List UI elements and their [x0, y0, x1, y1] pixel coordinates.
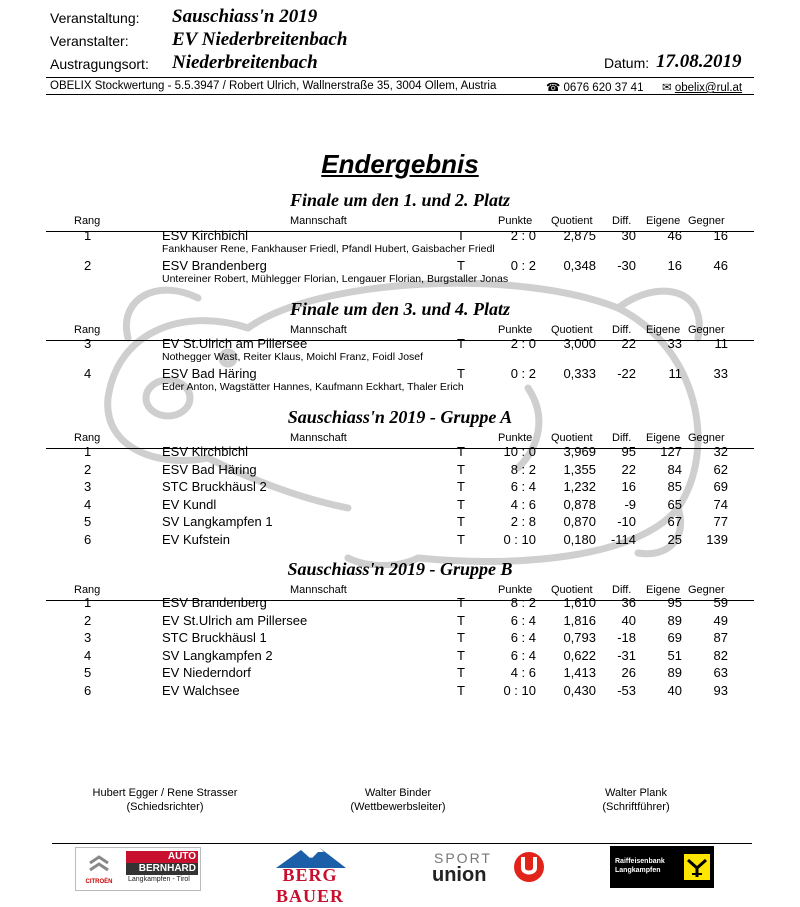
points: 10 : 0: [503, 444, 536, 459]
section-title: Sauschiass'n 2019 - Gruppe A: [287, 407, 513, 427]
table-row: [0, 532, 800, 549]
difference: -9: [624, 496, 636, 512]
own-score: 46: [667, 228, 682, 243]
t-marker: T: [457, 514, 465, 529]
sponsor-auto-bernhard: [75, 847, 201, 891]
points: 8 : 2: [510, 595, 536, 610]
team-name: ESV Bad Häring: [162, 461, 257, 477]
opponent-score: 82: [713, 647, 728, 663]
own-score: 33: [667, 336, 682, 351]
team-name: STC Bruckhäusl 2: [162, 479, 267, 494]
own-score: 69: [667, 630, 682, 645]
opponent-score: 32: [713, 444, 728, 459]
difference: 22: [621, 461, 636, 477]
t-marker: T: [457, 336, 465, 351]
signature-role: (Schiedsrichter): [126, 801, 204, 813]
team-name: EV St.Ulrich am Pillersee: [162, 612, 308, 628]
quotient: 1,816: [563, 612, 596, 628]
t-marker: T: [457, 647, 465, 663]
quotient: 1,355: [563, 461, 596, 477]
col-quotient: Quotient: [551, 432, 593, 444]
col-punkte: Punkte: [498, 432, 533, 444]
date-label: Datum:: [604, 55, 650, 71]
rank: 2: [84, 612, 92, 628]
sponsor-berg-bauer: [246, 846, 374, 906]
col-rang: Rang: [74, 584, 101, 596]
own-score: 16: [667, 258, 682, 273]
page-title: Endergebnis: [321, 149, 479, 179]
email-link[interactable]: obelix@rul.at: [674, 82, 743, 94]
opponent-score: 59: [713, 595, 728, 610]
event-label: Veranstaltung:: [50, 10, 140, 26]
citroen-logo-icon: [82, 854, 116, 885]
points: 8 : 2: [510, 461, 536, 477]
t-marker: T: [457, 595, 465, 610]
signature-competition-lead: [318, 786, 478, 814]
info-line: OBELIX Stockwertung - 5.5.3947 / Robert Ulrich, Wallnerstraße 35, 3004 Ollem, Austria: [50, 80, 497, 92]
col-punkte: Punkte: [498, 324, 533, 336]
col-mannschaft: Mannschaft: [290, 215, 347, 227]
rank: 1: [84, 444, 92, 459]
opponent-score: 69: [713, 479, 728, 494]
quotient: 0,878: [563, 496, 596, 512]
quotient: 0,870: [563, 514, 596, 529]
signature-name: Hubert Egger / Rene Strasser: [92, 787, 238, 799]
team-name: ESV Kirchbichl: [162, 444, 248, 459]
rank: 4: [84, 496, 92, 512]
team-name: ESV Brandenberg: [162, 258, 267, 273]
difference: 16: [621, 479, 636, 494]
own-score: 65: [667, 496, 682, 512]
t-marker: T: [457, 258, 465, 273]
own-score: 51: [667, 647, 682, 663]
berg-bauer-text: BERG BAUER: [275, 865, 344, 906]
opponent-score: 74: [713, 496, 728, 512]
sponsor-raiffeisen: [610, 846, 714, 888]
team-name: ESV Brandenberg: [162, 595, 267, 610]
col-mannschaft: Mannschaft: [290, 324, 347, 336]
t-marker: T: [457, 461, 465, 477]
col-diff: Diff.: [612, 432, 632, 444]
opponent-score: 139: [706, 531, 728, 547]
rank: 4: [84, 366, 92, 381]
points: 6 : 4: [510, 630, 536, 645]
organizer-label: Veranstalter:: [50, 33, 129, 49]
rank: 1: [84, 228, 92, 243]
citroen-chevrons-icon: [88, 854, 110, 874]
difference: 30: [621, 228, 636, 243]
col-eigene: Eigene: [646, 215, 681, 227]
team-name: ESV Bad Häring: [162, 366, 257, 381]
col-mannschaft: Mannschaft: [290, 584, 347, 596]
col-punkte: Punkte: [498, 584, 533, 596]
rank: 5: [84, 665, 92, 680]
difference: -31: [617, 647, 636, 663]
quotient: 0,793: [563, 630, 596, 645]
difference: 26: [621, 665, 636, 680]
raiffeisen-gable-cross-icon: [684, 854, 710, 880]
t-marker: T: [457, 366, 465, 381]
sport-text: SPORT: [434, 850, 492, 866]
t-marker: T: [457, 444, 465, 459]
quotient: 0,333: [563, 366, 596, 381]
organizer-value: EV Niederbreitenbach: [172, 29, 348, 50]
points: 0 : 2: [510, 366, 536, 381]
quotient: 1,232: [563, 479, 596, 494]
signature-role: (Schriftführer): [602, 801, 670, 813]
difference: -18: [617, 630, 636, 645]
col-gegner: Gegner: [688, 324, 725, 336]
quotient: 0,622: [563, 647, 596, 663]
own-score: 89: [667, 612, 682, 628]
col-diff: Diff.: [612, 324, 632, 336]
opponent-score: 46: [713, 258, 728, 273]
venue-value: Niederbreitenbach: [172, 52, 318, 73]
union-text: union: [432, 864, 487, 886]
signature-secretary: [566, 786, 706, 814]
rank: 3: [84, 336, 92, 351]
own-score: 95: [667, 595, 682, 610]
t-marker: T: [457, 479, 465, 494]
col-diff: Diff.: [612, 584, 632, 596]
col-quotient: Quotient: [551, 324, 593, 336]
points: 6 : 4: [510, 612, 536, 628]
rank: 1: [84, 595, 92, 610]
points: 0 : 2: [510, 258, 536, 273]
col-punkte: Punkte: [498, 215, 533, 227]
opponent-score: 93: [713, 682, 728, 698]
table-row: [0, 497, 800, 514]
sponsor-sport-union: [430, 848, 546, 888]
col-eigene: Eigene: [646, 432, 681, 444]
table-row: [0, 444, 800, 461]
difference: -114: [610, 531, 636, 547]
own-score: 67: [667, 514, 682, 529]
t-marker: T: [457, 682, 465, 698]
quotient: 0,348: [563, 258, 596, 273]
col-rang: Rang: [74, 432, 101, 444]
t-marker: T: [457, 665, 465, 680]
envelope-icon: ✉: [662, 82, 672, 94]
own-score: 84: [667, 461, 682, 477]
table-row: [0, 683, 800, 700]
own-score: 40: [667, 682, 682, 698]
team-name: ESV Kirchbichl: [162, 228, 248, 243]
difference: 22: [621, 336, 636, 351]
t-marker: T: [457, 630, 465, 645]
points: 2 : 0: [510, 228, 536, 243]
difference: 36: [621, 595, 636, 610]
team-name: EV St.Ulrich am Pillersee: [162, 336, 308, 351]
col-diff: Diff.: [612, 215, 632, 227]
team-name: SV Langkampfen 1: [162, 514, 273, 529]
header-rule-bottom: [46, 94, 754, 95]
signature-name: Walter Binder: [364, 787, 432, 799]
email[interactable]: [662, 80, 742, 94]
col-eigene: Eigene: [646, 324, 681, 336]
rank: 4: [84, 647, 92, 663]
bernhard-text: BERNHARD: [126, 863, 198, 875]
own-score: 85: [667, 479, 682, 494]
points: 6 : 4: [510, 479, 536, 494]
rank: 3: [84, 630, 92, 645]
rank: 2: [84, 258, 92, 273]
table-row: [0, 514, 800, 531]
col-gegner: Gegner: [688, 432, 725, 444]
col-eigene: Eigene: [646, 584, 681, 596]
sponsor-rule: [52, 843, 752, 844]
langkampfen-tirol-text: Langkampfen - Tirol: [128, 876, 190, 883]
rank: 3: [84, 479, 92, 494]
col-rang: Rang: [74, 324, 101, 336]
col-quotient: Quotient: [551, 215, 593, 227]
opponent-score: 87: [713, 630, 728, 645]
difference: 95: [621, 444, 636, 459]
table-row: [0, 665, 800, 682]
opponent-score: 63: [713, 665, 728, 680]
opponent-score: 77: [713, 514, 728, 529]
opponent-score: 33: [713, 366, 728, 381]
phone-number: 0676 620 37 41: [563, 82, 644, 94]
section-title: Sauschiass'n 2019 - Gruppe B: [287, 559, 513, 579]
header-rule-top: [46, 77, 754, 78]
team-name: EV Niederndorf: [162, 665, 251, 680]
venue-label: Austragungsort:: [50, 56, 149, 72]
rank: 6: [84, 682, 92, 698]
points: 6 : 4: [510, 647, 536, 663]
points: 0 : 10: [503, 531, 536, 547]
t-marker: T: [457, 531, 465, 547]
phone-icon: ☎: [546, 82, 561, 94]
citroen-text: CITROËN: [85, 879, 113, 885]
union-u-icon: [514, 850, 544, 884]
table-row: [0, 630, 800, 647]
rank: 5: [84, 514, 92, 529]
signature-role: (Wettbewerbsleiter): [350, 801, 446, 813]
team-players: Untereiner Robert, Mühlegger Florian, Lengauer Florian, Burgstaller Jonas: [162, 273, 509, 285]
own-score: 25: [667, 531, 682, 547]
table-row: [0, 648, 800, 665]
quotient: 3,969: [563, 444, 596, 459]
signature-referee: [70, 786, 260, 814]
opponent-score: 11: [714, 336, 728, 351]
team-name: EV Walchsee: [162, 682, 240, 698]
team-name: EV Kufstein: [162, 531, 230, 547]
own-score: 11: [668, 366, 682, 381]
langkampfen-text: Langkampfen: [615, 867, 661, 874]
points: 4 : 6: [510, 665, 536, 680]
signature-name: Walter Plank: [605, 787, 667, 799]
points: 0 : 10: [503, 682, 536, 698]
table-row: [0, 479, 800, 496]
difference: 40: [621, 612, 636, 628]
phone: [546, 80, 643, 94]
table-row: [0, 613, 800, 630]
opponent-score: 62: [713, 461, 728, 477]
rank: 6: [84, 531, 92, 547]
table-row: [0, 462, 800, 479]
team-players: Nothegger Wast, Reiter Klaus, Moichl Franz, Foidl Josef: [162, 351, 424, 363]
points: 2 : 8: [510, 514, 536, 529]
quotient: 0,430: [563, 682, 596, 698]
own-score: 89: [667, 665, 682, 680]
difference: -53: [617, 682, 636, 698]
quotient: 2,875: [563, 228, 596, 243]
t-marker: T: [457, 228, 465, 243]
quotient: 3,000: [563, 336, 596, 351]
team-name: STC Bruckhäusl 1: [162, 630, 267, 645]
team-name: EV Kundl: [162, 496, 217, 512]
difference: -22: [617, 366, 636, 381]
team-players: Fankhauser Rene, Fankhauser Friedl, Pfandl Hubert, Gaisbacher Friedl: [162, 243, 495, 255]
section-title: Finale um den 3. und 4. Platz: [289, 299, 511, 319]
rank: 2: [84, 461, 92, 477]
raiffeisenbank-text: Raiffeisenbank: [615, 858, 665, 865]
team-players: Eder Anton, Wagstätter Hannes, Kaufmann Eckhart, Thaler Erich: [162, 381, 464, 393]
opponent-score: 16: [713, 228, 728, 243]
event-value: Sauschiass'n 2019: [172, 6, 318, 27]
auto-text: AUTO: [126, 851, 198, 863]
difference: -30: [617, 258, 636, 273]
quotient: 0,180: [563, 531, 596, 547]
section-title: Finale um den 1. und 2. Platz: [289, 190, 511, 210]
points: 4 : 6: [510, 496, 536, 512]
table-row: [0, 595, 800, 612]
col-gegner: Gegner: [688, 215, 725, 227]
t-marker: T: [457, 612, 465, 628]
own-score: 127: [660, 444, 682, 459]
col-mannschaft: Mannschaft: [290, 432, 347, 444]
team-name: SV Langkampfen 2: [162, 647, 273, 663]
quotient: 1,610: [563, 595, 596, 610]
date-value: 17.08.2019: [656, 51, 742, 72]
col-rang: Rang: [74, 215, 101, 227]
opponent-score: 49: [713, 612, 728, 628]
t-marker: T: [457, 496, 465, 512]
col-quotient: Quotient: [551, 584, 593, 596]
col-gegner: Gegner: [688, 584, 725, 596]
quotient: 1,413: [563, 665, 596, 680]
points: 2 : 0: [510, 336, 536, 351]
difference: -10: [617, 514, 636, 529]
